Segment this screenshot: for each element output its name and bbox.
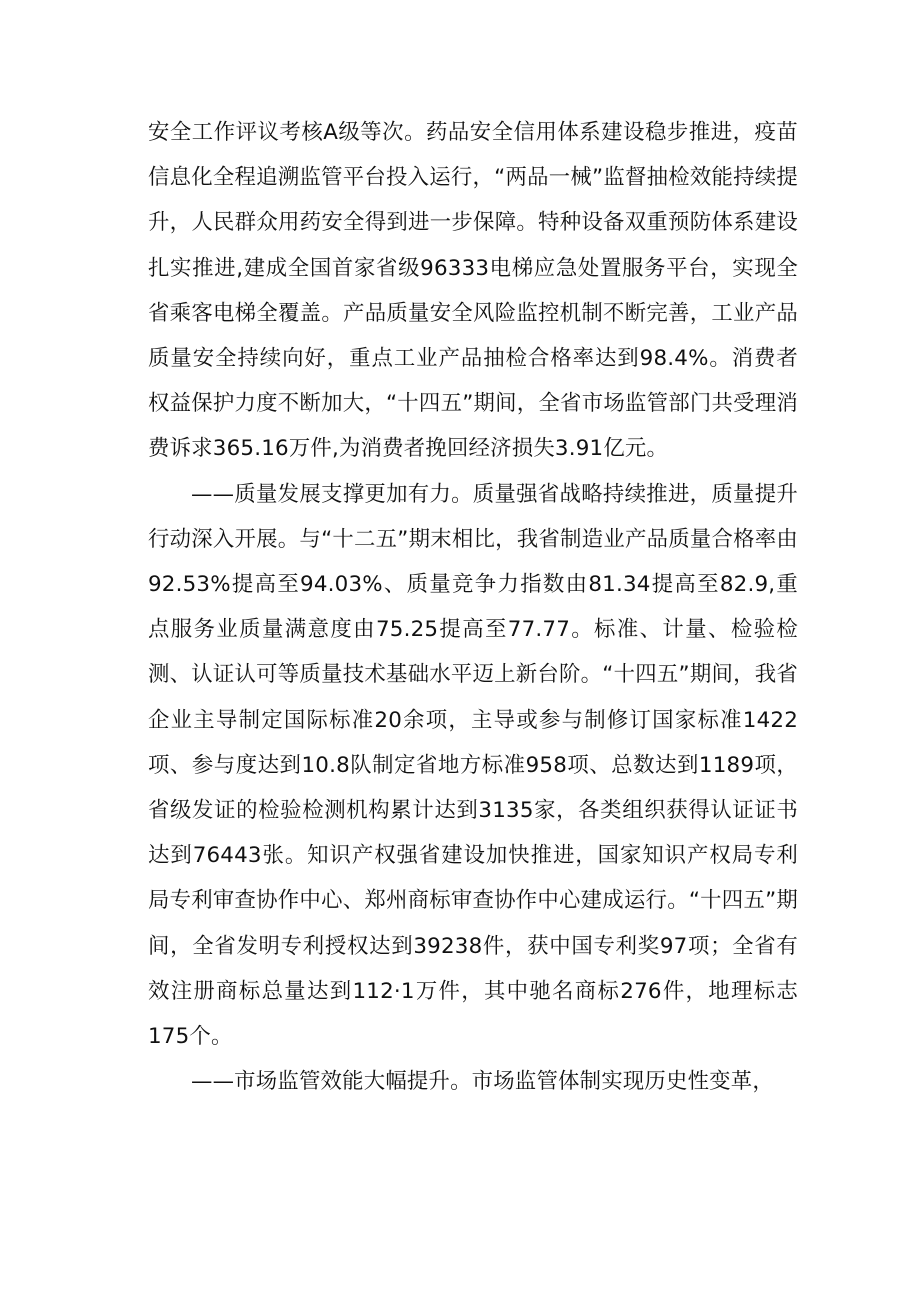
body-text (148, 110, 798, 1104)
paragraph-quality-development: ——质量发展支撑更加有力。质量强省战略持续推进，质量提升行动深入开展。与“十二五”期末相比，我省制造业产品质量合格率由92.53%提高至94.03%、质量竞争力指数由81.34提高至82.9,重点服务业质量满意度由75.25提高至77.77。标准、计量、检验检测、认证认可等质量技术基础水平迈上新台阶。“十四五”期间，我省企业主导制定国际标准20余项，主导或参与制修订国家标准1422项、参与度达到10.8队制定省地方标准958项、总数达到1189项，省级发证的检验检测机构累计达到3135家，各类组织获得认证证书达到76443张。知识产权强省建设加快推进，国家知识产权局专利局专利审查协作中心、郑州商标审查协作中心建成运行。“十四五”期间，全省发明专利授权达到39238件，获中国专利奖97项；全省有效注册商标总量达到112·1万件，其中驰名商标276件，地理标志175个。 (148, 481, 798, 1050)
paragraph-continuation: 安全工作评议考核A级等次。药品安全信用体系建设稳步推进，疫苗信息化全程追溯监管平台投入运行，“两品一械”监督抽检效能持续提升，人民群众用药安全得到进一步保障。特种设备双重预防体系建设扎实推进,建成全国首家省级96333电梯应急处置服务平台，实现全省乘客电梯全覆盖。产品质量安全风险监控机制不断完善，工业产品质量安全持续向好，重点工业产品抽检合格率达到98.4%。消费者权益保护力度不断加大，“十四五”期间，全省市场监管部门共受理消费诉求365.16万件,为消费者挽回经济损失3.91亿元。 (148, 120, 798, 462)
paragraph-market-supervision: ——市场监管效能大幅提升。市场监管体制实现历史性变革， (191, 1069, 774, 1095)
